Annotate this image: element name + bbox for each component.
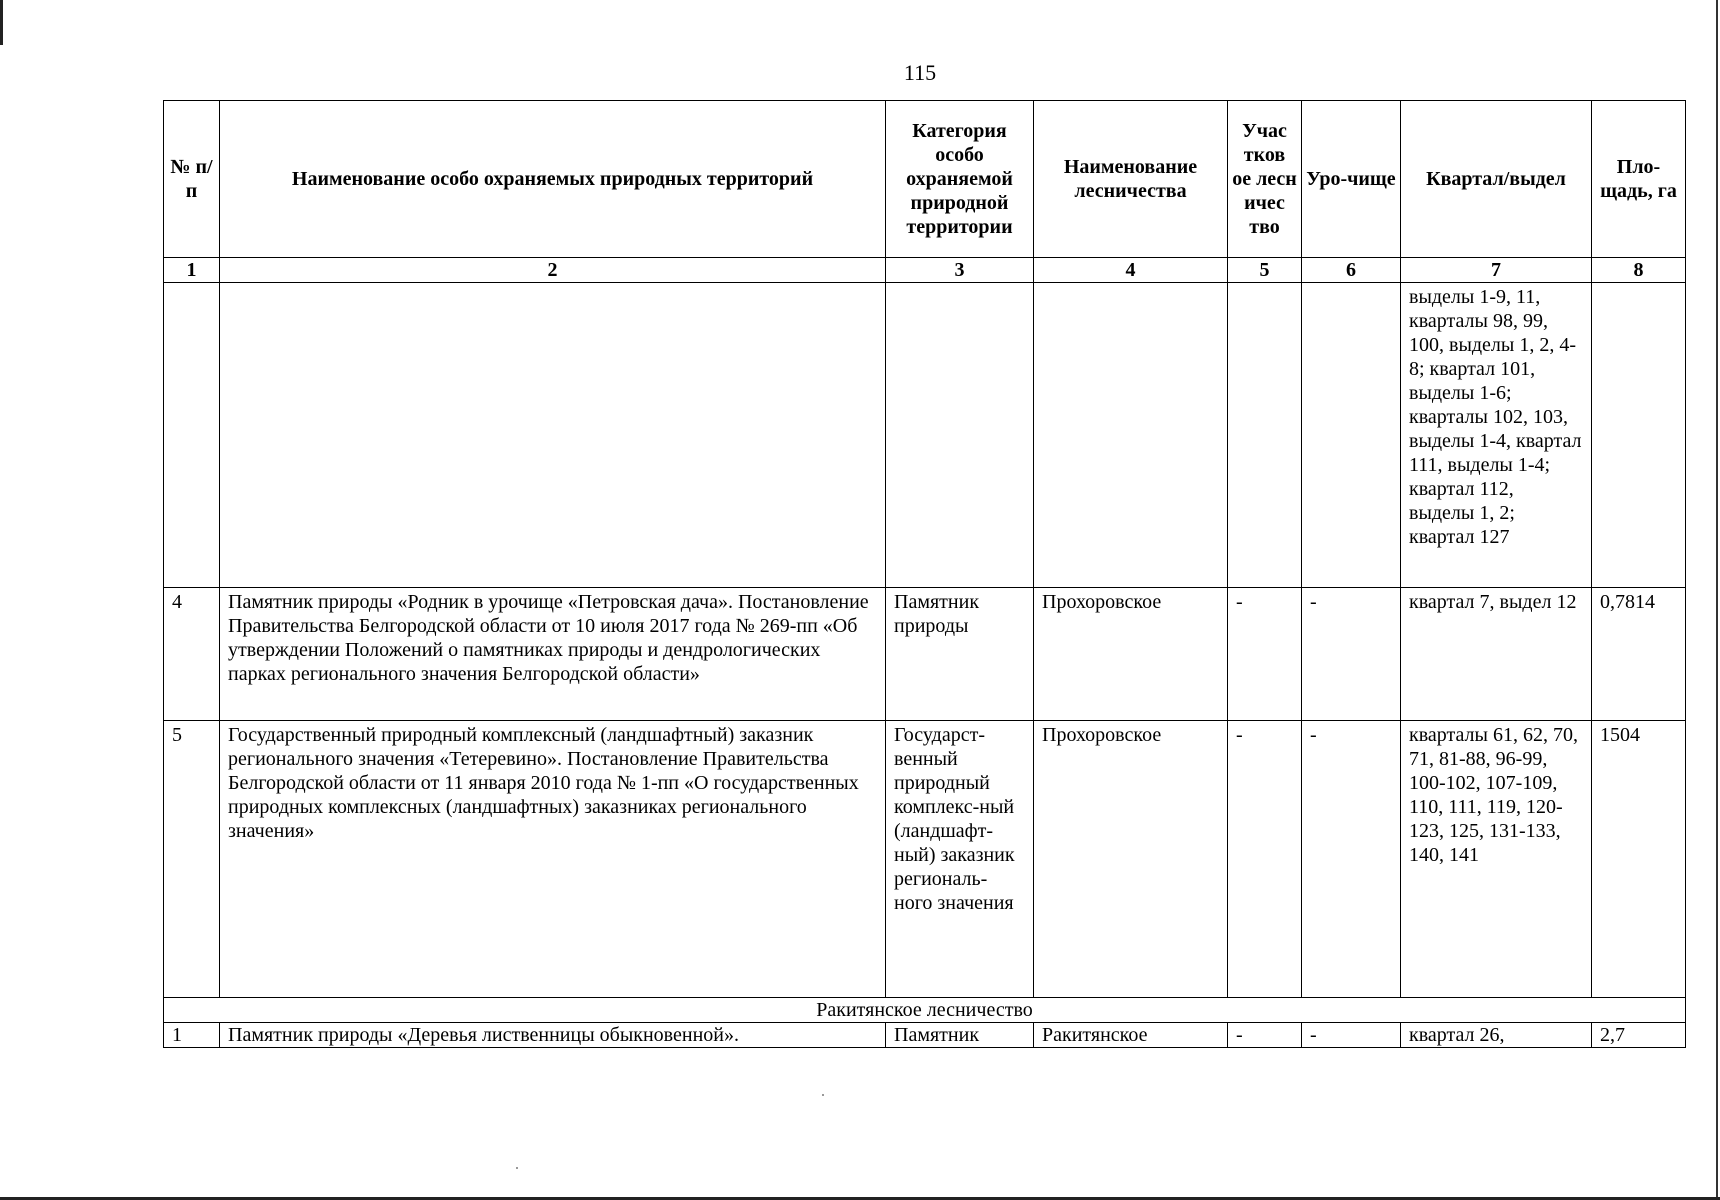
cell-quarter: кварталы 61, 62, 70, 71, 81-88, 96-99, 100-102, 107-109, 110, 111, 119, 120-123, 125, 131-133, 140, 141 [1401, 721, 1592, 998]
cell-area: 2,7 [1592, 1023, 1686, 1048]
cell-tract: - [1302, 1023, 1401, 1048]
cell-district [1228, 283, 1302, 588]
column-number: 8 [1592, 258, 1686, 283]
header-area: Пло-щадь, га [1592, 101, 1686, 258]
scan-edge-right [1716, 0, 1718, 1200]
cell-tract: - [1302, 721, 1401, 998]
cell-tract: - [1302, 588, 1401, 721]
column-number: 3 [886, 258, 1034, 283]
cell-category [886, 283, 1034, 588]
cell-category: Памятник природы [886, 588, 1034, 721]
cell-area [1592, 283, 1686, 588]
protected-areas-table [163, 100, 1686, 1048]
cell-number: 4 [164, 588, 220, 721]
cell-territory-name [220, 283, 886, 588]
column-number: 5 [1228, 258, 1302, 283]
column-number: 1 [164, 258, 220, 283]
cell-category: Памятник [886, 1023, 1034, 1048]
table-row [164, 1023, 1686, 1048]
cell-forestry: Ракитянское [1034, 1023, 1228, 1048]
cell-forestry: Прохоровское [1034, 721, 1228, 998]
cell-territory-name: Памятник природы «Родник в урочище «Петровская дача». Постановление Правительства Белгородской области от 10 июля 2017 года № 269-пп «Об утверждении Положений о памятниках природы и дендрологических парках регионального значения Белгородской области» [220, 588, 886, 721]
table-row [164, 588, 1686, 721]
table-header-row [164, 101, 1686, 258]
cell-quarter: квартал 26, [1401, 1023, 1592, 1048]
cell-area: 1504 [1592, 721, 1686, 998]
cell-number: 1 [164, 1023, 220, 1048]
column-number: 4 [1034, 258, 1228, 283]
cell-district: - [1228, 721, 1302, 998]
column-number: 7 [1401, 258, 1592, 283]
header-forestry: Наименование лесничества [1034, 101, 1228, 258]
header-category: Категория особо охраняемой природной территории [886, 101, 1034, 258]
table-row [164, 721, 1686, 998]
scan-speck [516, 1167, 518, 1169]
header-number: № п/п [164, 101, 220, 258]
cell-quarter: квартал 7, выдел 12 [1401, 588, 1592, 721]
cell-number [164, 283, 220, 588]
cell-territory-name: Памятник природы «Деревья лиственницы обыкновенной». [220, 1023, 886, 1048]
header-tract: Уро-чище [1302, 101, 1401, 258]
column-number-row [164, 258, 1686, 283]
header-quarter: Квартал/выдел [1401, 101, 1592, 258]
cell-forestry: Прохоровское [1034, 588, 1228, 721]
cell-district: - [1228, 1023, 1302, 1048]
table-row [164, 283, 1686, 588]
cell-forestry [1034, 283, 1228, 588]
column-number: 6 [1302, 258, 1401, 283]
section-title: Ракитянское лесничество [164, 998, 1686, 1023]
cell-area: 0,7814 [1592, 588, 1686, 721]
scan-edge-left [0, 0, 3, 45]
cell-category: Государст-венный природный комплекс-ный (ландшафт-ный) заказник региональ-ного значения [886, 721, 1034, 998]
cell-tract [1302, 283, 1401, 588]
scan-speck [822, 1094, 824, 1096]
cell-district: - [1228, 588, 1302, 721]
cell-number: 5 [164, 721, 220, 998]
cell-territory-name: Государственный природный комплексный (ландшафтный) заказник регионального значения «Тетеревино». Постановление Правительства Белгородской области от 11 января 2010 года № 1-пп «О государственных природных комплексных (ландшафтных) заказниках регионального значения» [220, 721, 886, 998]
header-district-forestry: Учас тков ое лесн ичес тво [1228, 101, 1302, 258]
cell-quarter: выделы 1-9, 11, кварталы 98, 99, 100, выделы 1, 2, 4-8; квартал 101, выделы 1-6; кварталы 102, 103, выделы 1-4, квартал 111, выделы 1-4; квартал 112, выделы 1, 2; квартал 127 [1401, 283, 1592, 588]
column-number: 2 [220, 258, 886, 283]
page-number: 115 [903, 60, 937, 85]
header-territory-name: Наименование особо охраняемых природных территорий [220, 101, 886, 258]
section-row [164, 998, 1686, 1023]
